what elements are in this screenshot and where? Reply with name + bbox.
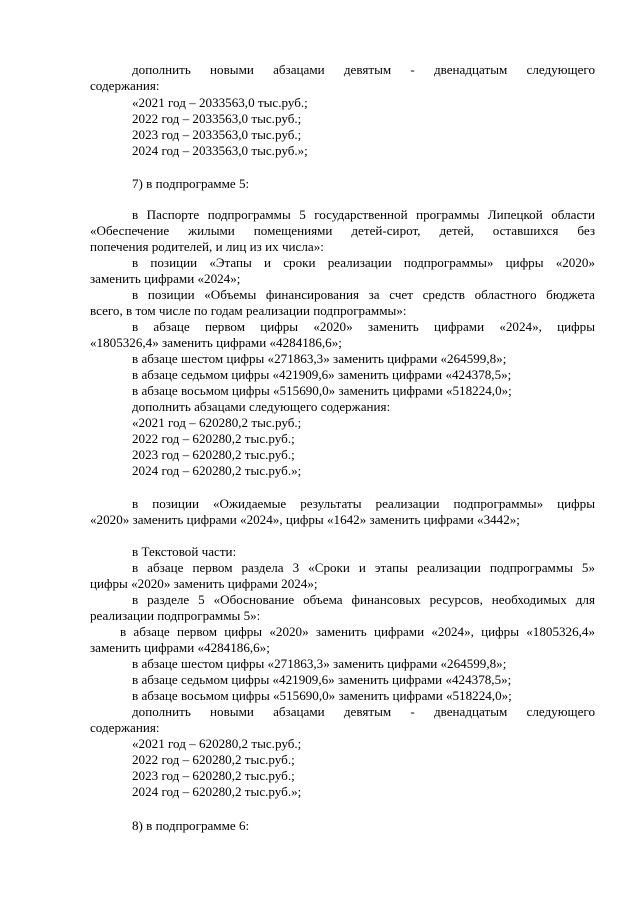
text-line: в абзаце первом цифры «2020» заменить цифрами «2024», цифры «1805326,4»	[120, 624, 595, 639]
text-line: содержания:	[90, 720, 160, 735]
text-line: 2024 год – 620280,2 тыс.руб.»;	[132, 784, 302, 799]
text-line: 2023 год – 620280,2 тыс.руб.;	[132, 768, 295, 783]
text-line: дополнить новыми абзацами девятым - двенадцатым следующего	[132, 704, 595, 719]
text-line: 2024 год – 2033563,0 тыс.руб.»;	[132, 143, 308, 158]
text-line: дополнить новыми абзацами девятым - двенадцатым следующего	[132, 62, 595, 77]
text-line: «Обеспечение жилыми помещениями детей-сирот, детей, оставшихся без	[90, 223, 595, 238]
section-heading: 8) в подпрограмме 6:	[132, 818, 250, 833]
text-line: «2021 год – 620280,2 тыс.руб.;	[132, 736, 302, 751]
text-line: 2023 год – 620280,2 тыс.руб.;	[132, 447, 295, 462]
text-line: заменить цифрами «4284186,6»;	[90, 640, 270, 655]
text-line: реализации подпрограммы 5»:	[90, 608, 261, 623]
text-line: 2024 год – 620280,2 тыс.руб.»;	[132, 463, 302, 478]
text-line: 2023 год – 2033563,0 тыс.руб.;	[132, 127, 302, 142]
text-line: в позиции «Этапы и сроки реализации подпрограммы» цифры «2020»	[132, 255, 595, 270]
text-line: цифры «2020» заменить цифрами 2024»;	[90, 576, 318, 591]
text-line: в абзаце первом цифры «2020» заменить цифрами «2024», цифры	[132, 319, 595, 334]
text-line: в позиции «Ожидаемые результаты реализации подпрограммы» цифры	[132, 496, 595, 511]
text-line: содержания:	[90, 78, 160, 93]
text-line: в разделе 5 «Обоснование объема финансовых ресурсов, необходимых для	[132, 592, 595, 607]
text-line: попечения родителей, и лиц из их числа»:	[90, 239, 324, 254]
text-line: «2020» заменить цифрами «2024», цифры «1642» заменить цифрами «3442»;	[90, 512, 520, 527]
text-line: в абзаце первом раздела 3 «Сроки и этапы реализации подпрограммы 5»	[132, 560, 595, 575]
section-heading: 7) в подпрограмме 5:	[132, 176, 250, 191]
text-line: в Паспорте подпрограммы 5 государственной программы Липецкой области	[132, 207, 595, 222]
text-line: «2021 год – 2033563,0 тыс.руб.;	[132, 95, 308, 110]
text-line: в Текстовой части:	[132, 544, 237, 559]
text-line: в абзаце шестом цифры «271863,3» заменить цифрами «264599,8»;	[132, 351, 507, 366]
text-line: заменить цифрами «2024»;	[90, 271, 241, 286]
text-line: в абзаце восьмом цифры «515690,0» заменить цифрами «518224,0»;	[132, 383, 512, 398]
text-line: дополнить абзацами следующего содержания:	[132, 399, 391, 414]
text-line: «1805326,4» заменить цифрами «4284186,6»;	[90, 335, 342, 350]
text-line: 2022 год – 2033563,0 тыс.руб.;	[132, 111, 302, 126]
text-line: 2022 год – 620280,2 тыс.руб.;	[132, 431, 295, 446]
text-line: в абзаце седьмом цифры «421909,6» заменить цифрами «424378,5»;	[132, 367, 512, 382]
text-line: 2022 год – 620280,2 тыс.руб.;	[132, 752, 295, 767]
text-line: в абзаце седьмом цифры «421909,6» заменить цифрами «424378,5»;	[132, 672, 512, 687]
text-line: в абзаце шестом цифры «271863,3» заменить цифрами «264599,8»;	[132, 656, 507, 671]
text-line: «2021 год – 620280,2 тыс.руб.;	[132, 415, 302, 430]
text-line: в позиции «Объемы финансирования за счет средств областного бюджета	[132, 287, 595, 302]
text-line: всего, в том числе по годам реализации подпрограммы»:	[90, 303, 407, 318]
text-line: в абзаце восьмом цифры «515690,0» заменить цифрами «518224,0»;	[132, 688, 512, 703]
